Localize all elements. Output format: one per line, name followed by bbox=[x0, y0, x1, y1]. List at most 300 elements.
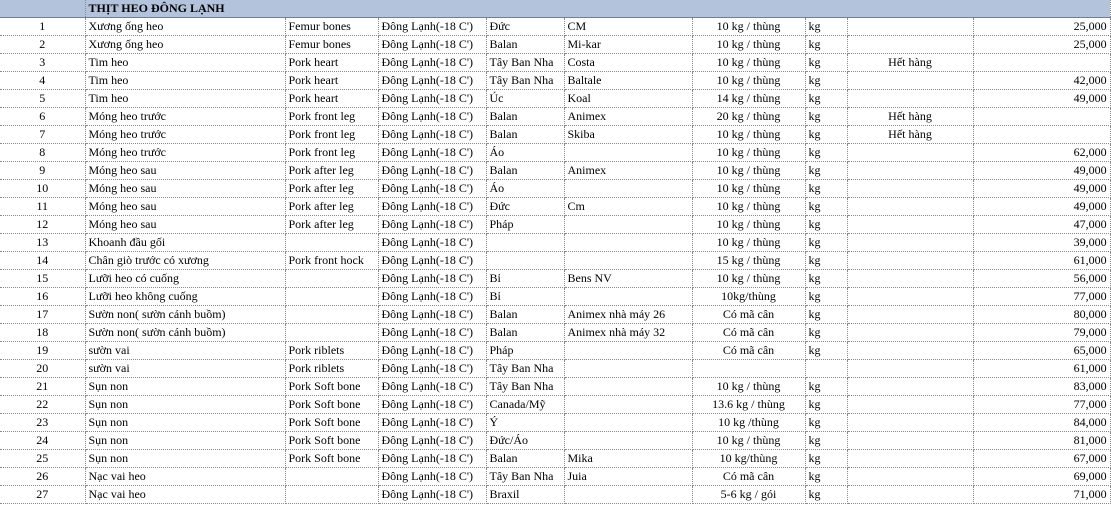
table-row bbox=[0, 342, 1110, 360]
row-number-cell: 16 bbox=[0, 288, 85, 306]
english-name-cell bbox=[285, 234, 378, 252]
storage-cell: Đông Lạnh(-18 C') bbox=[378, 360, 486, 378]
brand-cell bbox=[564, 342, 692, 360]
product-name-cell: sườn vai bbox=[85, 360, 285, 378]
table-row bbox=[0, 234, 1110, 252]
row-number-cell: 3 bbox=[0, 54, 85, 72]
row-number-cell: 12 bbox=[0, 216, 85, 234]
status-cell bbox=[847, 72, 973, 90]
table-row bbox=[0, 90, 1110, 108]
product-name-cell: Móng heo trước bbox=[85, 108, 285, 126]
brand-cell bbox=[564, 414, 692, 432]
unit-cell: kg bbox=[805, 234, 847, 252]
brand-cell bbox=[564, 486, 692, 504]
unit-cell: kg bbox=[805, 72, 847, 90]
product-name-cell: Móng heo trước bbox=[85, 126, 285, 144]
origin-cell: Ý bbox=[486, 414, 564, 432]
packing-cell: 20 kg / thùng bbox=[692, 108, 805, 126]
table-row bbox=[0, 360, 1110, 378]
english-name-cell bbox=[285, 486, 378, 504]
origin-cell: Balan bbox=[486, 108, 564, 126]
origin-cell: Đức bbox=[486, 198, 564, 216]
unit-cell: kg bbox=[805, 198, 847, 216]
table-row bbox=[0, 288, 1110, 306]
brand-cell: Cm bbox=[564, 198, 692, 216]
status-cell bbox=[847, 234, 973, 252]
price-cell: 61,000 bbox=[973, 252, 1110, 270]
product-name-cell: Lưỡi heo không cuống bbox=[85, 288, 285, 306]
brand-cell: Bens NV bbox=[564, 270, 692, 288]
packing-cell: 10 kg / thùng bbox=[692, 234, 805, 252]
price-cell: 62,000 bbox=[973, 144, 1110, 162]
status-cell bbox=[847, 216, 973, 234]
packing-cell: 10 kg / thùng bbox=[692, 144, 805, 162]
product-name-cell: Xương ống heo bbox=[85, 36, 285, 54]
origin-cell: Canada/Mỹ bbox=[486, 396, 564, 414]
origin-cell: Đức bbox=[486, 18, 564, 36]
english-name-cell: Pork after leg bbox=[285, 216, 378, 234]
unit-cell: kg bbox=[805, 432, 847, 450]
row-number-cell: 17 bbox=[0, 306, 85, 324]
english-name-cell bbox=[285, 306, 378, 324]
price-cell: 47,000 bbox=[973, 216, 1110, 234]
price-cell: 25,000 bbox=[973, 36, 1110, 54]
header-cell bbox=[0, 0, 85, 18]
unit-cell: kg bbox=[805, 378, 847, 396]
row-number-cell: 21 bbox=[0, 378, 85, 396]
product-name-cell: Móng heo sau bbox=[85, 162, 285, 180]
origin-cell: Balan bbox=[486, 36, 564, 54]
english-name-cell bbox=[285, 270, 378, 288]
product-name-cell: Tim heo bbox=[85, 72, 285, 90]
row-number-cell: 19 bbox=[0, 342, 85, 360]
brand-cell: Costa bbox=[564, 54, 692, 72]
status-cell bbox=[847, 360, 973, 378]
brand-cell: Koal bbox=[564, 90, 692, 108]
price-cell: 49,000 bbox=[973, 90, 1110, 108]
row-number-cell: 4 bbox=[0, 72, 85, 90]
storage-cell: Đông Lạnh(-18 C') bbox=[378, 18, 486, 36]
product-name-cell: Khoanh đầu gối bbox=[85, 234, 285, 252]
row-number-cell: 11 bbox=[0, 198, 85, 216]
packing-cell: 10 kg / thùng bbox=[692, 72, 805, 90]
price-cell: 69,000 bbox=[973, 468, 1110, 486]
packing-cell: 10 kg / thùng bbox=[692, 432, 805, 450]
price-cell: 80,000 bbox=[973, 306, 1110, 324]
row-number-cell: 14 bbox=[0, 252, 85, 270]
brand-cell: Animex nhà máy 26 bbox=[564, 306, 692, 324]
status-cell bbox=[847, 162, 973, 180]
table-row bbox=[0, 198, 1110, 216]
unit-cell: kg bbox=[805, 324, 847, 342]
status-cell: Hết hàng bbox=[847, 126, 973, 144]
packing-cell: 10 kg /thùng bbox=[692, 414, 805, 432]
status-cell bbox=[847, 288, 973, 306]
packing-cell: 10 kg / thùng bbox=[692, 216, 805, 234]
table-row bbox=[0, 144, 1110, 162]
status-cell bbox=[847, 378, 973, 396]
storage-cell: Đông Lạnh(-18 C') bbox=[378, 432, 486, 450]
table-row bbox=[0, 306, 1110, 324]
origin-cell: Áo bbox=[486, 144, 564, 162]
row-number-cell: 26 bbox=[0, 468, 85, 486]
product-name-cell: sườn vai bbox=[85, 342, 285, 360]
packing-cell bbox=[692, 360, 805, 378]
packing-cell: 10 kg / thùng bbox=[692, 126, 805, 144]
price-cell: 56,000 bbox=[973, 270, 1110, 288]
english-name-cell bbox=[285, 288, 378, 306]
status-cell bbox=[847, 432, 973, 450]
product-name-cell: Nạc vai heo bbox=[85, 486, 285, 504]
storage-cell: Đông Lạnh(-18 C') bbox=[378, 324, 486, 342]
unit-cell: kg bbox=[805, 144, 847, 162]
table-row bbox=[0, 72, 1110, 90]
packing-cell: 5-6 kg / gói bbox=[692, 486, 805, 504]
table-row bbox=[0, 126, 1110, 144]
storage-cell: Đông Lạnh(-18 C') bbox=[378, 108, 486, 126]
unit-cell: kg bbox=[805, 180, 847, 198]
table-row bbox=[0, 36, 1110, 54]
product-name-cell: Nạc vai heo bbox=[85, 468, 285, 486]
english-name-cell: Pork Soft bone bbox=[285, 450, 378, 468]
origin-cell: Pháp bbox=[486, 216, 564, 234]
status-cell bbox=[847, 90, 973, 108]
brand-cell bbox=[564, 378, 692, 396]
storage-cell: Đông Lạnh(-18 C') bbox=[378, 270, 486, 288]
status-cell: Hết hàng bbox=[847, 108, 973, 126]
table-row bbox=[0, 54, 1110, 72]
brand-cell bbox=[564, 432, 692, 450]
storage-cell: Đông Lạnh(-18 C') bbox=[378, 90, 486, 108]
status-cell bbox=[847, 324, 973, 342]
header-row bbox=[0, 0, 1110, 18]
product-name-cell: Sụn non bbox=[85, 414, 285, 432]
row-number-cell: 8 bbox=[0, 144, 85, 162]
product-name-cell: Sụn non bbox=[85, 432, 285, 450]
brand-cell: Animex bbox=[564, 162, 692, 180]
packing-cell: 10 kg / thùng bbox=[692, 54, 805, 72]
storage-cell: Đông Lạnh(-18 C') bbox=[378, 468, 486, 486]
packing-cell: 10 kg / thùng bbox=[692, 270, 805, 288]
product-name-cell: Chân giò trước có xương bbox=[85, 252, 285, 270]
english-name-cell: Pork Soft bone bbox=[285, 396, 378, 414]
unit-cell: kg bbox=[805, 216, 847, 234]
origin-cell: Tây Ban Nha bbox=[486, 378, 564, 396]
price-cell: 77,000 bbox=[973, 288, 1110, 306]
row-number-cell: 27 bbox=[0, 486, 85, 504]
row-number-cell: 7 bbox=[0, 126, 85, 144]
english-name-cell: Pork riblets bbox=[285, 342, 378, 360]
packing-cell: Có mã cân bbox=[692, 342, 805, 360]
unit-cell: kg bbox=[805, 342, 847, 360]
origin-cell: Bỉ bbox=[486, 288, 564, 306]
status-cell bbox=[847, 306, 973, 324]
unit-cell bbox=[805, 360, 847, 378]
brand-cell bbox=[564, 360, 692, 378]
status-cell bbox=[847, 486, 973, 504]
origin-cell: Balan bbox=[486, 126, 564, 144]
origin-cell: Tây Ban Nha bbox=[486, 72, 564, 90]
product-name-cell: Sụn non bbox=[85, 450, 285, 468]
packing-cell: 10 kg/thùng bbox=[692, 450, 805, 468]
packing-cell: Có mã cân bbox=[692, 306, 805, 324]
brand-cell bbox=[564, 252, 692, 270]
product-name-cell: Móng heo sau bbox=[85, 198, 285, 216]
english-name-cell bbox=[285, 324, 378, 342]
english-name-cell: Pork after leg bbox=[285, 198, 378, 216]
row-number-cell: 5 bbox=[0, 90, 85, 108]
storage-cell: Đông Lạnh(-18 C') bbox=[378, 72, 486, 90]
price-cell: 49,000 bbox=[973, 198, 1110, 216]
storage-cell: Đông Lạnh(-18 C') bbox=[378, 306, 486, 324]
price-cell: 39,000 bbox=[973, 234, 1110, 252]
row-number-cell: 25 bbox=[0, 450, 85, 468]
unit-cell: kg bbox=[805, 468, 847, 486]
storage-cell: Đông Lạnh(-18 C') bbox=[378, 378, 486, 396]
brand-cell: Mi-kar bbox=[564, 36, 692, 54]
table-row bbox=[0, 18, 1110, 36]
product-name-cell: Móng heo sau bbox=[85, 180, 285, 198]
row-number-cell: 9 bbox=[0, 162, 85, 180]
table-row bbox=[0, 324, 1110, 342]
table-row bbox=[0, 108, 1110, 126]
brand-cell: Animex nhà máy 32 bbox=[564, 324, 692, 342]
origin-cell: Pháp bbox=[486, 342, 564, 360]
price-cell: 67,000 bbox=[973, 450, 1110, 468]
origin-cell: Áo bbox=[486, 180, 564, 198]
brand-cell bbox=[564, 288, 692, 306]
price-cell bbox=[973, 108, 1110, 126]
brand-cell: Baltale bbox=[564, 72, 692, 90]
storage-cell: Đông Lạnh(-18 C') bbox=[378, 450, 486, 468]
row-number-cell: 2 bbox=[0, 36, 85, 54]
brand-cell bbox=[564, 216, 692, 234]
packing-cell: Có mã cân bbox=[692, 468, 805, 486]
row-number-cell: 22 bbox=[0, 396, 85, 414]
status-cell bbox=[847, 450, 973, 468]
brand-cell bbox=[564, 396, 692, 414]
row-number-cell: 15 bbox=[0, 270, 85, 288]
storage-cell: Đông Lạnh(-18 C') bbox=[378, 486, 486, 504]
row-number-cell: 13 bbox=[0, 234, 85, 252]
table-row bbox=[0, 252, 1110, 270]
packing-cell: 10 kg / thùng bbox=[692, 36, 805, 54]
table-row bbox=[0, 432, 1110, 450]
unit-cell: kg bbox=[805, 306, 847, 324]
origin-cell: Đức/Áo bbox=[486, 432, 564, 450]
unit-cell: kg bbox=[805, 270, 847, 288]
table-row bbox=[0, 216, 1110, 234]
storage-cell: Đông Lạnh(-18 C') bbox=[378, 54, 486, 72]
storage-cell: Đông Lạnh(-18 C') bbox=[378, 342, 486, 360]
unit-cell: kg bbox=[805, 396, 847, 414]
product-name-cell: Tim heo bbox=[85, 54, 285, 72]
price-cell bbox=[973, 54, 1110, 72]
unit-cell: kg bbox=[805, 252, 847, 270]
origin-cell: Balan bbox=[486, 306, 564, 324]
storage-cell: Đông Lạnh(-18 C') bbox=[378, 180, 486, 198]
brand-cell: Mika bbox=[564, 450, 692, 468]
packing-cell: 10kg/thùng bbox=[692, 288, 805, 306]
english-name-cell: Pork front leg bbox=[285, 144, 378, 162]
english-name-cell: Pork after leg bbox=[285, 180, 378, 198]
origin-cell bbox=[486, 234, 564, 252]
product-name-cell: Sụn non bbox=[85, 396, 285, 414]
origin-cell: Tây Ban Nha bbox=[486, 468, 564, 486]
table-row bbox=[0, 414, 1110, 432]
table-row bbox=[0, 180, 1110, 198]
unit-cell: kg bbox=[805, 18, 847, 36]
storage-cell: Đông Lạnh(-18 C') bbox=[378, 144, 486, 162]
brand-cell: CM bbox=[564, 18, 692, 36]
storage-cell: Đông Lạnh(-18 C') bbox=[378, 288, 486, 306]
origin-cell: Balan bbox=[486, 450, 564, 468]
table-row bbox=[0, 396, 1110, 414]
origin-cell: Braxil bbox=[486, 486, 564, 504]
brand-cell: Juia bbox=[564, 468, 692, 486]
price-cell: 77,000 bbox=[973, 396, 1110, 414]
packing-cell: 13.6 kg / thùng bbox=[692, 396, 805, 414]
english-name-cell: Pork after leg bbox=[285, 162, 378, 180]
packing-cell: 10 kg / thùng bbox=[692, 162, 805, 180]
storage-cell: Đông Lạnh(-18 C') bbox=[378, 396, 486, 414]
table-title: THỊT HEO ĐÔNG LẠNH bbox=[85, 0, 1110, 18]
table-row bbox=[0, 450, 1110, 468]
product-name-cell: Tim heo bbox=[85, 90, 285, 108]
unit-cell: kg bbox=[805, 36, 847, 54]
status-cell bbox=[847, 252, 973, 270]
table-row bbox=[0, 486, 1110, 504]
storage-cell: Đông Lạnh(-18 C') bbox=[378, 216, 486, 234]
product-name-cell: Sườn non( sườn cánh buồm) bbox=[85, 324, 285, 342]
row-number-cell: 18 bbox=[0, 324, 85, 342]
status-cell bbox=[847, 342, 973, 360]
row-number-cell: 20 bbox=[0, 360, 85, 378]
english-name-cell: Pork heart bbox=[285, 90, 378, 108]
packing-cell: 10 kg / thùng bbox=[692, 378, 805, 396]
english-name-cell: Pork front leg bbox=[285, 108, 378, 126]
status-cell bbox=[847, 144, 973, 162]
english-name-cell: Femur bones bbox=[285, 18, 378, 36]
status-cell bbox=[847, 198, 973, 216]
storage-cell: Đông Lạnh(-18 C') bbox=[378, 162, 486, 180]
status-cell bbox=[847, 468, 973, 486]
product-name-cell: Xương ống heo bbox=[85, 18, 285, 36]
product-name-cell: Móng heo sau bbox=[85, 216, 285, 234]
price-cell bbox=[973, 126, 1110, 144]
row-number-cell: 24 bbox=[0, 432, 85, 450]
origin-cell: Balan bbox=[486, 162, 564, 180]
price-cell: 61,000 bbox=[973, 360, 1110, 378]
storage-cell: Đông Lạnh(-18 C') bbox=[378, 252, 486, 270]
brand-cell bbox=[564, 234, 692, 252]
origin-cell: Balan bbox=[486, 324, 564, 342]
brand-cell: Skiba bbox=[564, 126, 692, 144]
brand-cell bbox=[564, 180, 692, 198]
table-row bbox=[0, 162, 1110, 180]
origin-cell: Tây Ban Nha bbox=[486, 360, 564, 378]
brand-cell bbox=[564, 144, 692, 162]
row-number-cell: 10 bbox=[0, 180, 85, 198]
packing-cell: 10 kg / thùng bbox=[692, 18, 805, 36]
origin-cell: Úc bbox=[486, 90, 564, 108]
unit-cell: kg bbox=[805, 414, 847, 432]
product-name-cell: Móng heo trước bbox=[85, 144, 285, 162]
table-row bbox=[0, 468, 1110, 486]
origin-cell: Tây Ban Nha bbox=[486, 54, 564, 72]
price-cell: 79,000 bbox=[973, 324, 1110, 342]
english-name-cell: Pork front leg bbox=[285, 126, 378, 144]
price-cell: 71,000 bbox=[973, 486, 1110, 504]
status-cell: Hết hàng bbox=[847, 54, 973, 72]
product-name-cell: Sụn non bbox=[85, 378, 285, 396]
status-cell bbox=[847, 396, 973, 414]
product-name-cell: Lưỡi heo có cuống bbox=[85, 270, 285, 288]
price-cell: 25,000 bbox=[973, 18, 1110, 36]
english-name-cell: Pork front hock bbox=[285, 252, 378, 270]
storage-cell: Đông Lạnh(-18 C') bbox=[378, 414, 486, 432]
storage-cell: Đông Lạnh(-18 C') bbox=[378, 36, 486, 54]
english-name-cell: Pork heart bbox=[285, 54, 378, 72]
origin-cell bbox=[486, 252, 564, 270]
english-name-cell: Femur bones bbox=[285, 36, 378, 54]
packing-cell: 10 kg / thùng bbox=[692, 198, 805, 216]
price-cell: 81,000 bbox=[973, 432, 1110, 450]
packing-cell: 14 kg / thùng bbox=[692, 90, 805, 108]
origin-cell: Bỉ bbox=[486, 270, 564, 288]
status-cell bbox=[847, 414, 973, 432]
english-name-cell: Pork riblets bbox=[285, 360, 378, 378]
status-cell bbox=[847, 18, 973, 36]
unit-cell: kg bbox=[805, 126, 847, 144]
status-cell bbox=[847, 180, 973, 198]
unit-cell: kg bbox=[805, 90, 847, 108]
unit-cell: kg bbox=[805, 450, 847, 468]
unit-cell: kg bbox=[805, 486, 847, 504]
table-row bbox=[0, 378, 1110, 396]
row-number-cell: 23 bbox=[0, 414, 85, 432]
english-name-cell: Pork heart bbox=[285, 72, 378, 90]
price-cell: 65,000 bbox=[973, 342, 1110, 360]
price-cell: 49,000 bbox=[973, 180, 1110, 198]
status-cell bbox=[847, 36, 973, 54]
storage-cell: Đông Lạnh(-18 C') bbox=[378, 234, 486, 252]
unit-cell: kg bbox=[805, 162, 847, 180]
status-cell bbox=[847, 270, 973, 288]
unit-cell: kg bbox=[805, 288, 847, 306]
english-name-cell: Pork Soft bone bbox=[285, 414, 378, 432]
english-name-cell: Pork Soft bone bbox=[285, 432, 378, 450]
english-name-cell bbox=[285, 468, 378, 486]
row-number-cell: 1 bbox=[0, 18, 85, 36]
packing-cell: 10 kg / thùng bbox=[692, 180, 805, 198]
packing-cell: Có mã cân bbox=[692, 324, 805, 342]
price-cell: 49,000 bbox=[973, 162, 1110, 180]
unit-cell: kg bbox=[805, 54, 847, 72]
unit-cell: kg bbox=[805, 108, 847, 126]
table-row bbox=[0, 270, 1110, 288]
english-name-cell: Pork Soft bone bbox=[285, 378, 378, 396]
price-cell: 42,000 bbox=[973, 72, 1110, 90]
storage-cell: Đông Lạnh(-18 C') bbox=[378, 198, 486, 216]
product-name-cell: Sườn non( sườn cánh buồm) bbox=[85, 306, 285, 324]
packing-cell: 15 kg / thùng bbox=[692, 252, 805, 270]
price-cell: 83,000 bbox=[973, 378, 1110, 396]
price-cell: 84,000 bbox=[973, 414, 1110, 432]
brand-cell: Animex bbox=[564, 108, 692, 126]
storage-cell: Đông Lạnh(-18 C') bbox=[378, 126, 486, 144]
row-number-cell: 6 bbox=[0, 108, 85, 126]
